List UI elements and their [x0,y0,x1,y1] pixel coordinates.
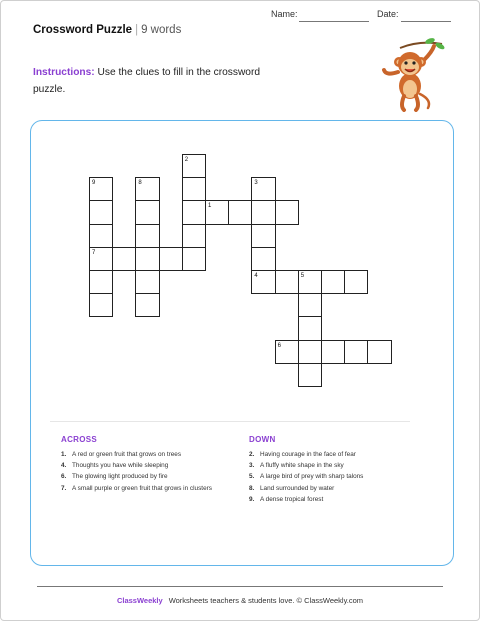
crossword-cell[interactable] [298,340,322,364]
clue-across-1: 1. A red or green fruit that grows on trees [61,451,182,458]
instructions-text: Use the clues to fill in the crossword puzzle. [33,67,261,95]
down-heading: DOWN [249,435,276,444]
crossword-cell[interactable] [135,224,159,248]
cell-number: 4 [254,273,258,279]
crossword-cell[interactable] [251,270,275,294]
crossword-cell[interactable] [275,200,299,224]
clue-down-5: 5. A large bird of prey with sharp talons [249,473,364,480]
footer-brand[interactable]: ClassWeekly [116,596,163,605]
crossword-cell[interactable] [182,154,206,178]
clue-across-6: 6. The glowing light produced by fire [61,473,168,480]
crossword-cell[interactable] [159,247,183,271]
crossword-cell[interactable] [321,270,345,294]
title-main: Crossword Puzzle [33,24,133,36]
crossword-cell[interactable] [182,200,206,224]
clue-down-8: 8. Land surrounded by water [249,485,335,492]
clues-divider [50,421,410,422]
word-count: 9 words [141,24,182,36]
clue-down-9: 9. A dense tropical forest [249,496,324,503]
crossword-cell[interactable] [112,247,136,271]
instructions-label: Instructions: [33,67,95,78]
clue-down-3: 3. A fluffy white shape in the sky [249,462,344,469]
clue-down-2: 2. Having courage in the face of fear [249,451,356,458]
crossword-cell[interactable] [251,247,275,271]
clue-across-4: 4. Thoughts you have while sleeping [61,462,169,469]
crossword-cell[interactable] [344,270,368,294]
crossword-cell[interactable] [182,224,206,248]
crossword-cell[interactable] [251,224,275,248]
across-heading: ACROSS [61,435,98,444]
crossword-cell[interactable] [89,247,113,271]
crossword-cell[interactable] [135,293,159,317]
footer [0,596,480,605]
crossword-cell[interactable] [298,363,322,387]
cell-number: 9 [92,180,96,187]
footer-text: Worksheets teachers & students love. © ClassWeekly.com [168,596,364,605]
crossword-cell[interactable] [182,247,206,271]
crossword-cell[interactable] [251,177,275,201]
date-label: Date: [377,9,399,19]
crossword-cell[interactable] [228,200,252,224]
monkey-illustration [380,36,446,112]
cell-number: 8 [138,180,142,187]
crossword-cell[interactable] [135,270,159,294]
crossword-cell[interactable] [205,200,229,224]
name-label: Name: [271,9,298,19]
crossword-cell[interactable] [298,293,322,317]
crossword-cell[interactable] [321,340,345,364]
crossword-cell[interactable] [89,200,113,224]
crossword-cell[interactable] [298,316,322,340]
crossword-cell[interactable] [89,293,113,317]
clue-across-7: 7. A small purple or green fruit that grows in clusters [61,485,212,492]
crossword-cell[interactable] [89,270,113,294]
crossword-cell[interactable] [298,270,322,294]
date-field[interactable] [401,21,451,22]
cell-number: 1 [208,203,212,210]
name-field[interactable] [299,21,369,22]
crossword-cell[interactable] [135,200,159,224]
instructions [33,64,293,98]
cell-number: 6 [277,342,281,349]
crossword-cell[interactable] [89,177,113,201]
crossword-cell[interactable] [135,177,159,201]
crossword-cell[interactable] [275,270,299,294]
cell-number: 7 [92,249,96,256]
crossword-cell[interactable] [367,340,391,364]
crossword-cell[interactable] [275,340,299,364]
cell-number: 3 [254,180,258,187]
page-title: Crossword Puzzle | 9 words [33,24,182,36]
crossword-cell[interactable] [251,200,275,224]
crossword-cell[interactable] [135,247,159,271]
crossword-cell[interactable] [182,177,206,201]
cell-number: 2 [184,157,189,163]
crossword-cell[interactable] [344,340,368,364]
footer-divider [37,586,443,587]
crossword-cell[interactable] [89,224,113,248]
cell-number: 5 [300,273,305,279]
